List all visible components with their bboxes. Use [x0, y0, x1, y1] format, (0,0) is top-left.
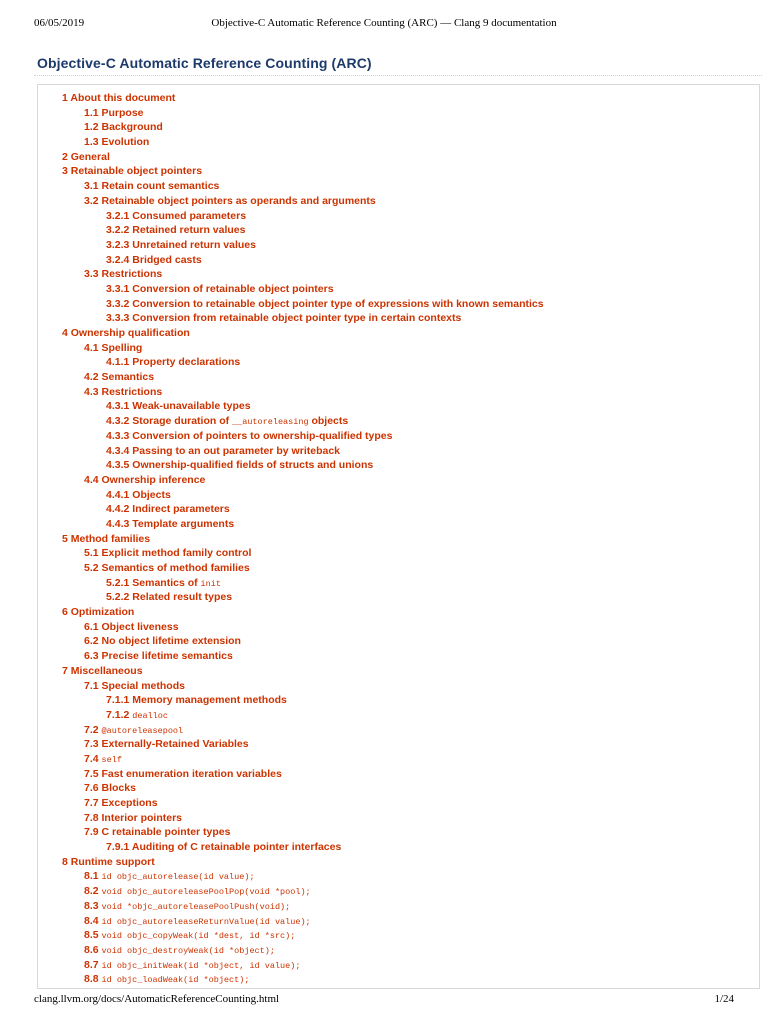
print-footer [34, 993, 734, 1007]
toc-link[interactable] [0, 326, 768, 341]
toc-link-text: 2 General [62, 150, 110, 163]
toc-link[interactable] [0, 649, 768, 664]
toc-link-text: 7.5 Fast enumeration iteration variables [84, 767, 282, 780]
toc-link[interactable] [0, 781, 768, 796]
toc-link-text: 8.8 [84, 973, 102, 986]
toc-link[interactable] [0, 605, 768, 620]
toc-link[interactable] [0, 723, 768, 738]
toc-link-text: 3.3.3 Conversion from retainable object pointer type in certain contexts [106, 312, 462, 325]
toc-link[interactable] [0, 209, 768, 224]
toc-link[interactable] [0, 869, 768, 884]
page-title: Objective-C Automatic Reference Counting (ARC) [37, 55, 372, 71]
toc-link-text: 7.9 C retainable pointer types [84, 826, 231, 839]
toc-link-text: 4.1.1 Property declarations [106, 356, 241, 369]
toc-link[interactable] [0, 943, 768, 958]
toc-link-text: 4.3.5 Ownership-qualified fields of structs and unions [106, 459, 374, 472]
toc-link[interactable] [0, 238, 768, 253]
toc-link-text: 7.8 Interior pointers [84, 811, 183, 824]
toc-link-text: 4.3 Restrictions [84, 385, 163, 398]
toc-link[interactable] [0, 693, 768, 708]
toc-link-code: @autoreleasepool [101, 725, 184, 736]
toc-link-text: 1.3 Evolution [84, 136, 150, 149]
toc-link-code: init [200, 578, 221, 589]
toc-link-text: 4.4.3 Template arguments [106, 517, 235, 530]
toc-link-text: 3 Retainable object pointers [62, 165, 203, 178]
toc-link[interactable] [0, 488, 768, 503]
toc-link-text: 1 About this document [62, 92, 176, 104]
toc-link[interactable] [0, 796, 768, 811]
toc-link-text: 8.4 [84, 914, 102, 927]
toc-link[interactable] [0, 385, 768, 400]
toc-link[interactable] [0, 458, 768, 473]
toc-link-text: 7.1 Special methods [84, 679, 185, 692]
print-page-number: 1/24 [714, 993, 734, 1005]
toc-link[interactable] [0, 355, 768, 370]
toc-link-text: 3.3 Restrictions [84, 268, 163, 281]
toc-link[interactable] [0, 899, 768, 914]
toc-link-code: void objc_destroyWeak(id *object); [101, 945, 275, 956]
toc-link[interactable] [0, 590, 768, 605]
toc-link-text: 8.2 [84, 885, 102, 898]
toc-link[interactable] [0, 620, 768, 635]
toc-link-text: 7.1.1 Memory management methods [106, 694, 287, 707]
toc-link[interactable] [0, 958, 768, 973]
toc-link-code: id objc_loadWeak(id *object); [101, 975, 250, 986]
title-divider [34, 75, 762, 76]
toc-link[interactable] [0, 399, 768, 414]
toc-link-text: 7.3 Externally-Retained Variables [84, 738, 249, 751]
toc-link-text: 3.2.3 Unretained return values [106, 238, 256, 251]
toc-link[interactable] [0, 634, 768, 649]
toc-link-text: 7.2 [84, 723, 102, 736]
toc-link[interactable] [0, 91, 768, 106]
toc-link[interactable] [0, 282, 768, 297]
toc-link-text: 4.3.1 Weak-unavailable types [106, 400, 251, 413]
toc-link-text: 4.3.3 Conversion of pointers to ownership-qualified types [106, 429, 393, 442]
toc-link[interactable] [0, 120, 768, 135]
toc-link[interactable] [0, 972, 768, 987]
toc-link-text-suffix: objects [308, 415, 349, 428]
toc-link-code: void *objc_autoreleasePoolPush(void); [101, 901, 291, 912]
toc-link[interactable] [0, 664, 768, 679]
toc-link[interactable] [0, 811, 768, 826]
print-header [34, 17, 734, 31]
toc-link-code: id objc_autorelease(id value); [101, 872, 255, 883]
toc-link[interactable] [0, 767, 768, 782]
toc-link[interactable] [0, 135, 768, 150]
toc-link-text: 3.2.2 Retained return values [106, 224, 246, 237]
print-date: 06/05/2019 [34, 17, 85, 29]
toc-link-text: 8.1 [84, 870, 102, 883]
toc-link[interactable] [0, 825, 768, 840]
toc-link-text: 3.1 Retain count semantics [84, 180, 220, 193]
toc-link-text: 1.1 Purpose [84, 106, 144, 119]
toc-link-text: 5 Method families [62, 532, 151, 545]
print-page-title: Objective-C Automatic Reference Counting (ARC) — Clang 9 documentation [211, 17, 557, 29]
toc-link[interactable] [0, 473, 768, 488]
toc-link-text: 6.3 Precise lifetime semantics [84, 650, 233, 663]
toc-link[interactable] [0, 928, 768, 943]
toc-link-text: 4 Ownership qualification [62, 327, 190, 339]
toc-link[interactable] [0, 752, 768, 767]
toc-link[interactable] [0, 517, 768, 532]
toc-link-text: 4.1 Spelling [84, 341, 143, 354]
toc-link-text: 5.1 Explicit method family control [84, 547, 252, 560]
toc-link[interactable] [0, 502, 768, 517]
toc-link-text: 5.2.2 Related result types [106, 591, 233, 604]
toc-link[interactable] [0, 546, 768, 561]
toc-link[interactable] [0, 267, 768, 282]
toc-link[interactable] [0, 341, 768, 356]
toc-link-text: 3.2.4 Bridged casts [106, 253, 202, 266]
toc-link-text: 7 Miscellaneous [62, 664, 143, 677]
toc-link-text: 4.4 Ownership inference [84, 473, 206, 486]
toc-link[interactable] [0, 370, 768, 385]
toc-link[interactable] [0, 708, 768, 723]
toc-link-text: 4.3.4 Passing to an out parameter by writeback [106, 444, 340, 457]
toc-link-text: 7.6 Blocks [84, 782, 136, 795]
table-of-contents [0, 91, 768, 987]
toc-link-text: 6 Optimization [62, 606, 135, 619]
toc-link[interactable] [0, 106, 768, 121]
toc-link[interactable] [0, 679, 768, 694]
toc-link-code: dealloc [132, 710, 168, 721]
toc-link-text: 4.4.1 Objects [106, 488, 171, 501]
toc-link-text: 4.3.2 Storage duration of [106, 415, 233, 428]
toc-link-text: 8.7 [84, 958, 102, 971]
toc-link[interactable] [0, 164, 768, 179]
toc-link[interactable] [0, 855, 768, 870]
toc-link-text: 3.2 Retainable object pointers as operands and arguments [84, 194, 376, 207]
toc-link-text: 5.2.1 Semantics of [106, 576, 201, 589]
toc-link[interactable] [0, 840, 768, 855]
toc-link-code: void objc_copyWeak(id *dest, id *src); [101, 931, 296, 942]
toc-link-text: 6.1 Object liveness [84, 620, 179, 633]
toc-link-text: 3.3.1 Conversion of retainable object pointers [106, 282, 334, 295]
toc-link-text: 4.4.2 Indirect parameters [106, 503, 230, 516]
toc-link-text: 3.3.2 Conversion to retainable object pointer type of expressions with known semantics [106, 297, 544, 310]
toc-link[interactable] [0, 429, 768, 444]
toc-link-text: 8 Runtime support [62, 855, 155, 868]
toc-link[interactable] [0, 253, 768, 268]
toc-link[interactable] [0, 179, 768, 194]
print-url: clang.llvm.org/docs/AutomaticReferenceCounting.html [34, 993, 280, 1005]
toc-link[interactable] [0, 194, 768, 209]
toc-link[interactable] [0, 737, 768, 752]
toc-link[interactable] [0, 444, 768, 459]
toc-link-code: void objc_autoreleasePoolPop(void *pool); [101, 887, 311, 898]
toc-link-text: 8.5 [84, 929, 102, 942]
toc-link-text: 7.9.1 Auditing of C retainable pointer interfaces [106, 841, 342, 854]
toc-link-text: 8.6 [84, 943, 102, 956]
toc-link-code: id objc_autoreleaseReturnValue(id value); [101, 916, 311, 927]
toc-link[interactable] [0, 414, 768, 429]
toc-link-text: 5.2 Semantics of method families [84, 562, 250, 574]
toc-link-text: 8.3 [84, 899, 102, 912]
toc-link[interactable] [0, 576, 768, 591]
toc-link-text: 7.4 [84, 752, 102, 765]
toc-link[interactable] [0, 297, 768, 312]
toc-link-text: 4.2 Semantics [84, 371, 155, 384]
toc-link-code: __autoreleasing [232, 417, 309, 428]
toc-link-code: self [101, 754, 122, 765]
toc-link[interactable] [0, 561, 768, 576]
toc-link-text: 3.2.1 Consumed parameters [106, 209, 247, 222]
toc-link[interactable] [0, 532, 768, 547]
toc-link[interactable] [0, 150, 768, 165]
toc-link-text: 1.2 Background [84, 121, 163, 134]
toc-link-text: 7.7 Exceptions [84, 797, 158, 809]
toc-link-text: 7.1.2 [106, 708, 133, 721]
toc-link[interactable] [0, 884, 768, 899]
toc-link-text: 6.2 No object lifetime extension [84, 635, 241, 648]
toc-link-code: id objc_initWeak(id *object, id value); [101, 960, 301, 971]
toc-link[interactable] [0, 311, 768, 326]
toc-link[interactable] [0, 223, 768, 238]
toc-link[interactable] [0, 914, 768, 929]
